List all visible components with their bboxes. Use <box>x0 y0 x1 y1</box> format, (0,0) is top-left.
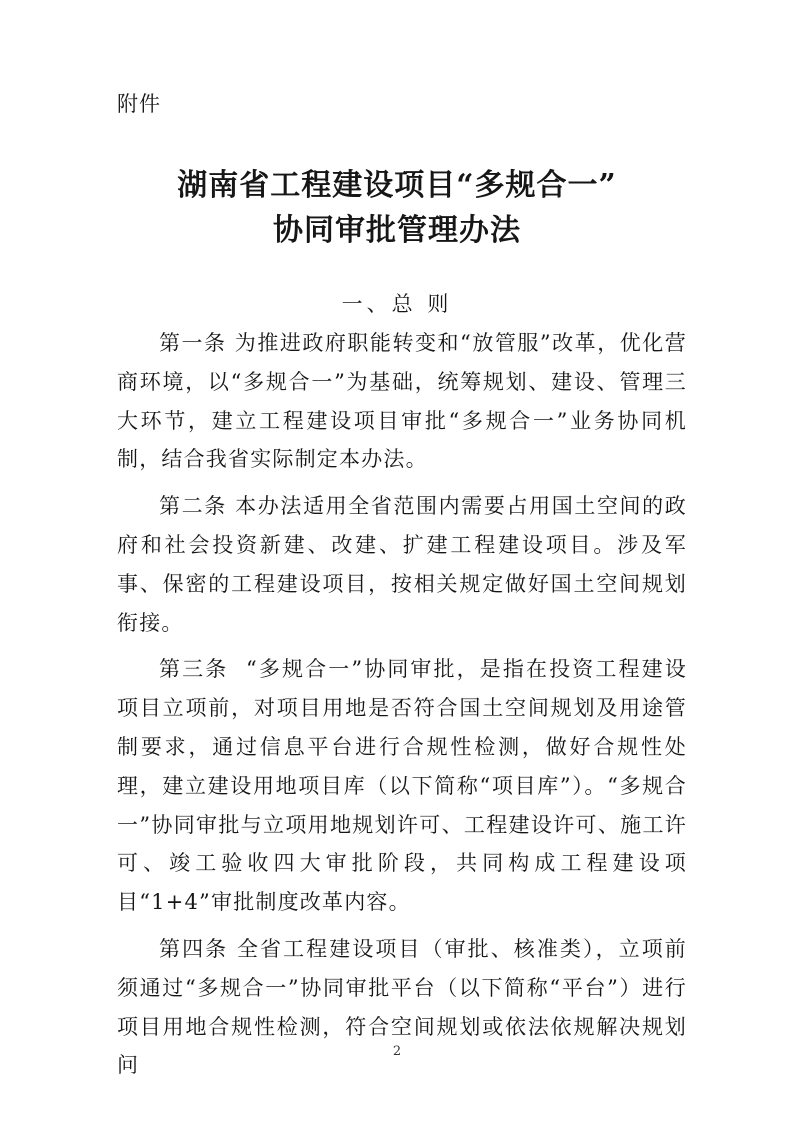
article-4 <box>117 930 687 1085</box>
article-2 <box>117 487 687 642</box>
document-body <box>117 324 687 1093</box>
page-number: 2 <box>392 1044 402 1059</box>
article-label: 第一条 <box>159 331 227 355</box>
article-label: 第二条 <box>159 494 227 519</box>
attachment-label: 附件 <box>117 92 161 116</box>
article-text: 全省工程建设项目（审批、核准类），立项前须通过“多规合一”协同审批平台（以下简称“平台”）进行项目用地合规性检测，符合空间规划或依法依规解决规划问 <box>117 936 687 1078</box>
article-text: “多规合一”协同审批，是指在投资工程建设项目立项前，对项目用地是否符合国土空间规划及用途管制要求，通过信息平台进行合规性检测，做好合规性处理，建立建设用地项目库（以下简称“项目库”）。“多规合一”协同审批与立项用地规划许可、工程建设许可、施工许可、竣工验收四大审批阶段，共同构成工程建设项目“1+4”审批制度改革内容。 <box>117 657 687 915</box>
article-text: 为推进政府职能转变和“放管服”改革，优化营商环境，以“多规合一”为基础，统筹规划、建设、管理三大环节，建立工程建设项目审批“多规合一”业务协同机制，结合我省实际制定本办法。 <box>117 331 687 472</box>
document-title-line2: 协同审批管理办法 <box>273 213 521 248</box>
article-1 <box>117 324 687 479</box>
section-heading: 一、总 则 <box>341 292 453 316</box>
article-label: 第三条 <box>159 657 229 682</box>
article-label: 第四条 <box>159 936 229 961</box>
article-text: 本办法适用全省范围内需要占用国土空间的政府和社会投资新建、改建、扩建工程建设项目。涉及军事、保密的工程建设项目，按相关规定做好国土空间规划衔接。 <box>117 494 687 635</box>
document-title-line1: 湖南省工程建设项目“多规合一” <box>177 168 617 203</box>
article-3 <box>117 650 687 922</box>
